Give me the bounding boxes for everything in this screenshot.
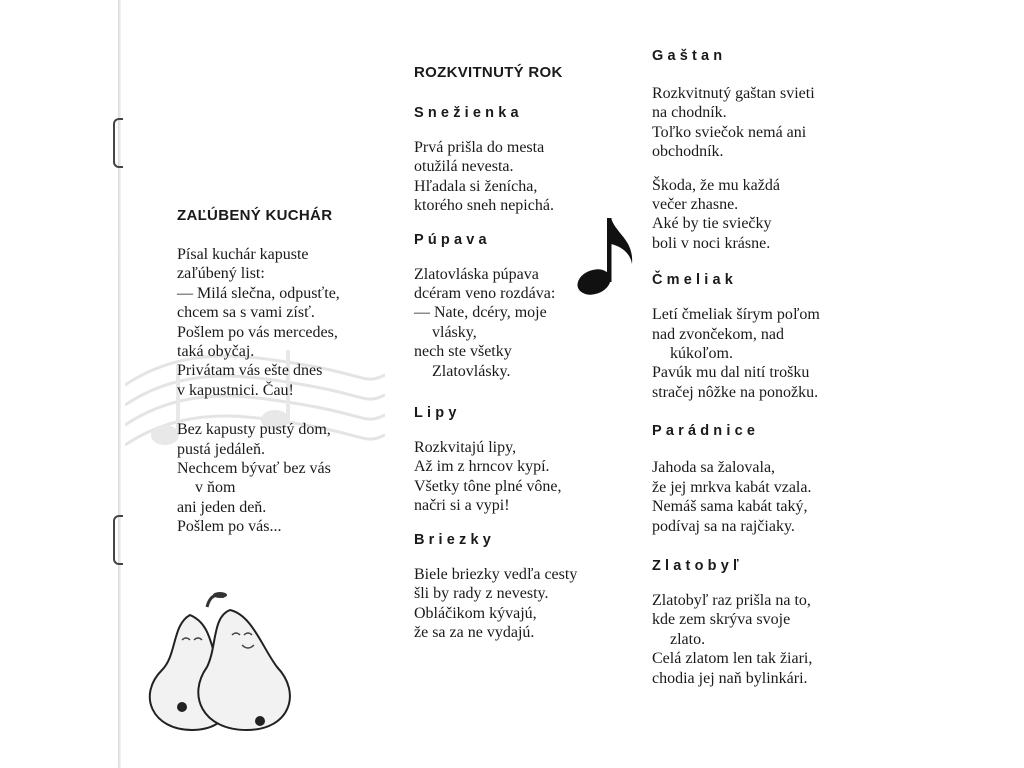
poem-line: v ňom <box>195 479 236 497</box>
right-column <box>652 48 872 688</box>
poem-line: Nechcem bývať bez vás <box>177 460 331 478</box>
stanza <box>414 565 624 643</box>
stanza <box>414 138 624 216</box>
poem-line: Pošlem po vás... <box>177 518 282 536</box>
poem-line: Rozkvitnutý gaštan svieti <box>652 85 815 102</box>
left-poem <box>177 207 392 537</box>
poem-line: Obláčikom kývajú, <box>414 604 537 622</box>
poem-line: Pošlem po vás mercedes, <box>177 323 338 341</box>
section-title: Briezky <box>414 531 495 548</box>
stanza <box>652 458 872 536</box>
staple-bottom <box>113 515 123 565</box>
poem-line: Zlatobyľ raz prišla na to, <box>652 591 811 609</box>
poem-line: boli v noci krásne. <box>652 234 771 252</box>
poem-line: na chodník. <box>652 104 727 122</box>
poem-line: Toľko sviečok nemá ani <box>652 123 807 141</box>
poem-line: ktorého sneh nepichá. <box>414 197 554 215</box>
poem-line: chodia jej naň bylinkári. <box>652 669 808 687</box>
poem-line: nech ste všetky <box>414 343 512 361</box>
poem-line: že jej mrkva kabát vzala. <box>652 478 812 496</box>
poem-line: ani jeden deň. <box>177 498 267 516</box>
stanza <box>177 420 392 536</box>
stanza <box>652 84 872 162</box>
poem-line: Písal kuchár kapuste <box>177 246 309 263</box>
poem-line: — Nate, dcéry, moje <box>414 304 547 322</box>
poem-line: obchodník. <box>652 143 724 161</box>
stanza <box>652 176 872 254</box>
section-title: Snežienka <box>414 105 523 121</box>
poem-line: Jahoda sa žalovala, <box>652 459 776 477</box>
poem-line: Pavúk mu dal nití trošku <box>652 364 810 382</box>
middle-column <box>414 64 624 642</box>
poem-line: pustá jedáleň. <box>177 440 265 458</box>
section-title: Zlatobyľ <box>652 557 743 574</box>
stanza <box>652 305 872 402</box>
poem-line: Hľadala si ženícha, <box>414 177 538 195</box>
poem-title: ZAĽÚBENÝ KUCHÁR <box>177 207 333 224</box>
poem-line: Škoda, že mu každá <box>652 176 780 194</box>
stanza <box>414 265 624 381</box>
pears-illustration <box>132 585 307 733</box>
poem-line: šli by rady z nevesty. <box>414 585 549 603</box>
poem-line: Až im z hrncov kypí. <box>414 458 550 476</box>
poem-line: otužilá nevesta. <box>414 158 514 176</box>
section-title: Gaštan <box>652 48 727 64</box>
poem-line: Zlatovláska púpava <box>414 265 539 283</box>
poem-line: stračej nôžke na ponožku. <box>652 383 819 401</box>
poem-line: chcem sa s vami zísť. <box>177 304 315 322</box>
poem-line: zaľúbený list: <box>177 265 265 283</box>
poem-line: Aké by tie sviečky <box>652 215 772 233</box>
poem-line: v kapustnici. Čau! <box>177 381 294 399</box>
poem-line: Prvá prišla do mesta <box>414 139 545 156</box>
poem-line: vlásky, <box>432 323 477 341</box>
staple-top <box>113 118 123 168</box>
poem-line: Bez kapusty pustý dom, <box>177 421 331 439</box>
section-title: Púpava <box>414 231 491 248</box>
poem-line: dcéram veno rozdáva: <box>414 285 556 303</box>
stanza <box>652 591 872 688</box>
poem-line: Celá zlatom len tak žiari, <box>652 650 813 668</box>
poem-line: Privátam vás ešte dnes <box>177 362 323 380</box>
poem-line: Rozkvitajú lipy, <box>414 439 517 457</box>
book-spine <box>118 0 121 768</box>
poem-line: zlato. <box>670 630 706 648</box>
poem-line: Nemáš sama kabát taký, <box>652 498 808 516</box>
poem-line: podívaj sa na rajčiaky. <box>652 517 795 535</box>
poem-line: Všetky tône plné vône, <box>414 477 562 495</box>
poem-line: načri si a vypi! <box>414 497 510 515</box>
poem-line: že sa za ne vydajú. <box>414 623 535 641</box>
poem-line: večer zhasne. <box>652 196 739 214</box>
section-title: Čmeliak <box>652 272 738 289</box>
section-title: Lipy <box>414 405 461 422</box>
poem-line: nad zvončekom, nad <box>652 325 784 343</box>
poem-title: ROZKVITNUTÝ ROK <box>414 64 563 81</box>
stanza <box>177 245 392 400</box>
stanza <box>414 438 624 516</box>
poem-line: Biele briezky vedľa cesty <box>414 565 578 583</box>
section-title: Parádnice <box>652 423 760 440</box>
poem-line: kúkoľom. <box>670 345 733 363</box>
poem-line: — Milá slečna, odpusťte, <box>177 284 340 302</box>
poem-line: kde zem skrýva svoje <box>652 611 791 629</box>
poem-line: Zlatovlásky. <box>432 362 511 380</box>
poem-line: Letí čmeliak šírym poľom <box>652 306 820 324</box>
poem-line: taká obyčaj. <box>177 343 255 361</box>
